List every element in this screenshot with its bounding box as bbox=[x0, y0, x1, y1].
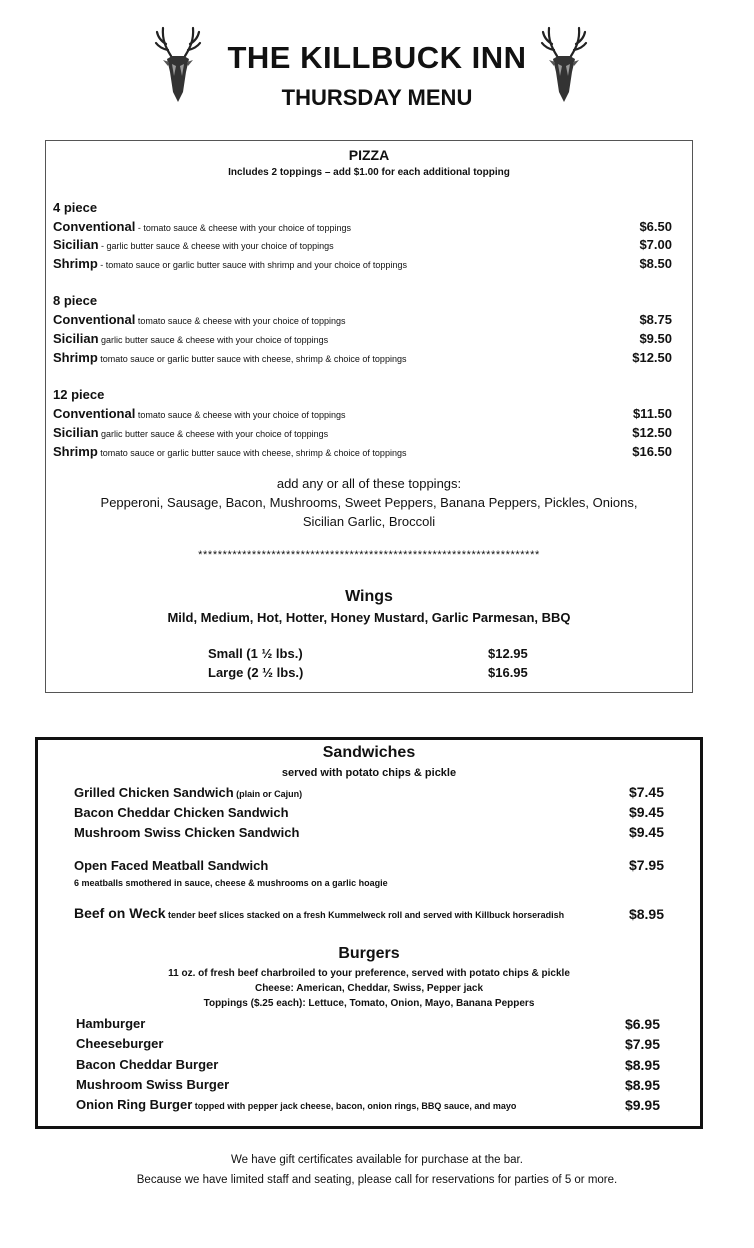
item-name: Conventional bbox=[53, 312, 136, 327]
burger-item: Hamburger bbox=[76, 1016, 146, 1031]
pizza-item bbox=[53, 350, 406, 365]
item-name: Shrimp bbox=[53, 256, 98, 271]
sandwich-item bbox=[74, 905, 564, 921]
pizza-title: PIZZA bbox=[348, 147, 390, 163]
item-price: $9.95 bbox=[624, 1097, 660, 1113]
toppings-list: Pepperoni, Sausage, Bacon, Mushrooms, Sweet Peppers, Banana Peppers, Pickles, Onions, bbox=[100, 495, 638, 510]
item-desc: - tomato sauce or garlic butter sauce with shrimp and your choice of toppings bbox=[97, 260, 407, 270]
item-desc: tomato sauce or garlic butter sauce with cheese, shrimp & choice of toppings bbox=[97, 354, 407, 364]
pizza-item bbox=[53, 406, 345, 421]
item-price: $8.75 bbox=[639, 312, 672, 327]
wing-size-label: Large (2 ½ lbs.) bbox=[208, 665, 304, 680]
footer-gift-note: We have gift certificates available for purchase at the bar. bbox=[231, 1154, 523, 1166]
sandwich-item: Bacon Cheddar Chicken Sandwich bbox=[74, 805, 289, 820]
item-desc: topped with pepper jack cheese, bacon, onion rings, BBQ sauce, and mayo bbox=[192, 1101, 517, 1111]
item-name: Grilled Chicken Sandwich bbox=[74, 785, 234, 800]
item-price: $7.00 bbox=[639, 237, 672, 252]
pizza-item bbox=[53, 312, 345, 327]
sandwiches-burgers-panel bbox=[35, 737, 703, 1129]
divider: ********************************************************************** bbox=[198, 549, 540, 561]
item-price: $9.45 bbox=[628, 824, 664, 840]
burgers-title: Burgers bbox=[338, 945, 400, 962]
toppings-intro: add any or all of these toppings: bbox=[276, 476, 462, 491]
pizza-note: Includes 2 toppings – add $1.00 for each additional topping bbox=[228, 167, 510, 178]
item-price: $7.95 bbox=[624, 1036, 660, 1052]
sandwich-item bbox=[74, 785, 302, 800]
item-price: $7.45 bbox=[628, 784, 664, 800]
item-price: $12.50 bbox=[632, 350, 672, 365]
toppings-list-cont: Sicilian Garlic, Broccoli bbox=[302, 514, 436, 529]
size-heading-4: 4 piece bbox=[53, 200, 98, 215]
item-price: $6.50 bbox=[639, 219, 672, 234]
pizza-item bbox=[53, 331, 328, 346]
item-price: $12.50 bbox=[632, 425, 672, 440]
page-subtitle: THURSDAY MENU bbox=[281, 85, 473, 110]
item-name: Sicilian bbox=[53, 425, 99, 440]
item-price: $8.50 bbox=[639, 256, 672, 271]
item-price: $9.45 bbox=[628, 804, 664, 820]
wing-size-label: Small (1 ½ lbs.) bbox=[208, 646, 303, 661]
item-price: $11.50 bbox=[632, 406, 672, 421]
pizza-item bbox=[53, 256, 407, 271]
item-name: Beef on Weck bbox=[74, 905, 166, 921]
item-desc: - tomato sauce & cheese with your choice of toppings bbox=[135, 223, 351, 233]
sandwiches-title: Sandwiches bbox=[322, 744, 416, 761]
item-desc: tomato sauce or garlic butter sauce with cheese, shrimp & choice of toppings bbox=[97, 448, 407, 458]
burgers-toppings: Toppings ($.25 each): Lettuce, Tomato, Onion, Mayo, Banana Peppers bbox=[203, 998, 535, 1009]
wing-size-price: $16.95 bbox=[488, 665, 528, 680]
item-price: $9.50 bbox=[639, 331, 672, 346]
item-desc: (plain or Cajun) bbox=[233, 789, 303, 799]
item-price: $8.95 bbox=[628, 906, 664, 922]
sandwich-item: Mushroom Swiss Chicken Sandwich bbox=[74, 825, 300, 840]
item-desc: tender beef slices stacked on a fresh Kummelweck roll and served with Killbuck horseradish bbox=[165, 910, 565, 920]
wings-flavors: Mild, Medium, Hot, Hotter, Honey Mustard, Garlic Parmesan, BBQ bbox=[167, 610, 571, 625]
item-price: $8.95 bbox=[624, 1057, 660, 1073]
burger-item: Mushroom Swiss Burger bbox=[76, 1077, 230, 1092]
item-name: Shrimp bbox=[53, 350, 98, 365]
item-name: Sicilian bbox=[53, 237, 99, 252]
item-name: Onion Ring Burger bbox=[76, 1097, 193, 1112]
item-name: Sicilian bbox=[53, 331, 99, 346]
item-price: $8.95 bbox=[624, 1077, 660, 1093]
pizza-wings-panel bbox=[45, 140, 693, 693]
burgers-cheese: Cheese: American, Cheddar, Swiss, Pepper jack bbox=[254, 983, 484, 994]
item-desc: - garlic butter sauce & cheese with your choice of toppings bbox=[98, 241, 334, 251]
burger-item: Cheeseburger bbox=[76, 1036, 164, 1051]
sandwiches-note: served with potato chips & pickle bbox=[281, 767, 457, 779]
burgers-note: 11 oz. of fresh beef charbroiled to your preference, served with potato chips & pickle bbox=[168, 968, 570, 979]
pizza-item bbox=[53, 237, 334, 252]
item-price: $7.95 bbox=[628, 857, 664, 873]
item-name: Conventional bbox=[53, 219, 136, 234]
item-name: Shrimp bbox=[53, 444, 98, 459]
wing-size-price: $12.95 bbox=[488, 646, 528, 661]
pizza-item bbox=[53, 219, 351, 234]
footer-reservation-note: Because we have limited staff and seating, please call for reservations for parties of 5 or more. bbox=[136, 1174, 618, 1186]
item-price: $6.95 bbox=[624, 1016, 660, 1032]
size-heading-12: 12 piece bbox=[53, 387, 105, 402]
item-desc: tomato sauce & cheese with your choice of toppings bbox=[135, 316, 346, 326]
pizza-item bbox=[53, 444, 406, 459]
item-name: Conventional bbox=[53, 406, 136, 421]
burger-item: Bacon Cheddar Burger bbox=[76, 1057, 219, 1072]
page-title: THE KILLBUCK INN bbox=[227, 40, 527, 75]
pizza-item bbox=[53, 425, 328, 440]
size-heading-8: 8 piece bbox=[53, 293, 98, 308]
sandwich-item: Open Faced Meatball Sandwich bbox=[74, 858, 269, 873]
item-desc: 6 meatballs smothered in sauce, cheese & mushrooms on a garlic hoagie bbox=[74, 878, 388, 888]
item-desc: garlic butter sauce & cheese with your choice of toppings bbox=[98, 335, 329, 345]
burger-item bbox=[76, 1097, 516, 1112]
item-desc: tomato sauce & cheese with your choice of toppings bbox=[135, 410, 346, 420]
item-desc: garlic butter sauce & cheese with your choice of toppings bbox=[98, 429, 329, 439]
wings-title: Wings bbox=[345, 588, 393, 605]
item-price: $16.50 bbox=[632, 444, 672, 459]
